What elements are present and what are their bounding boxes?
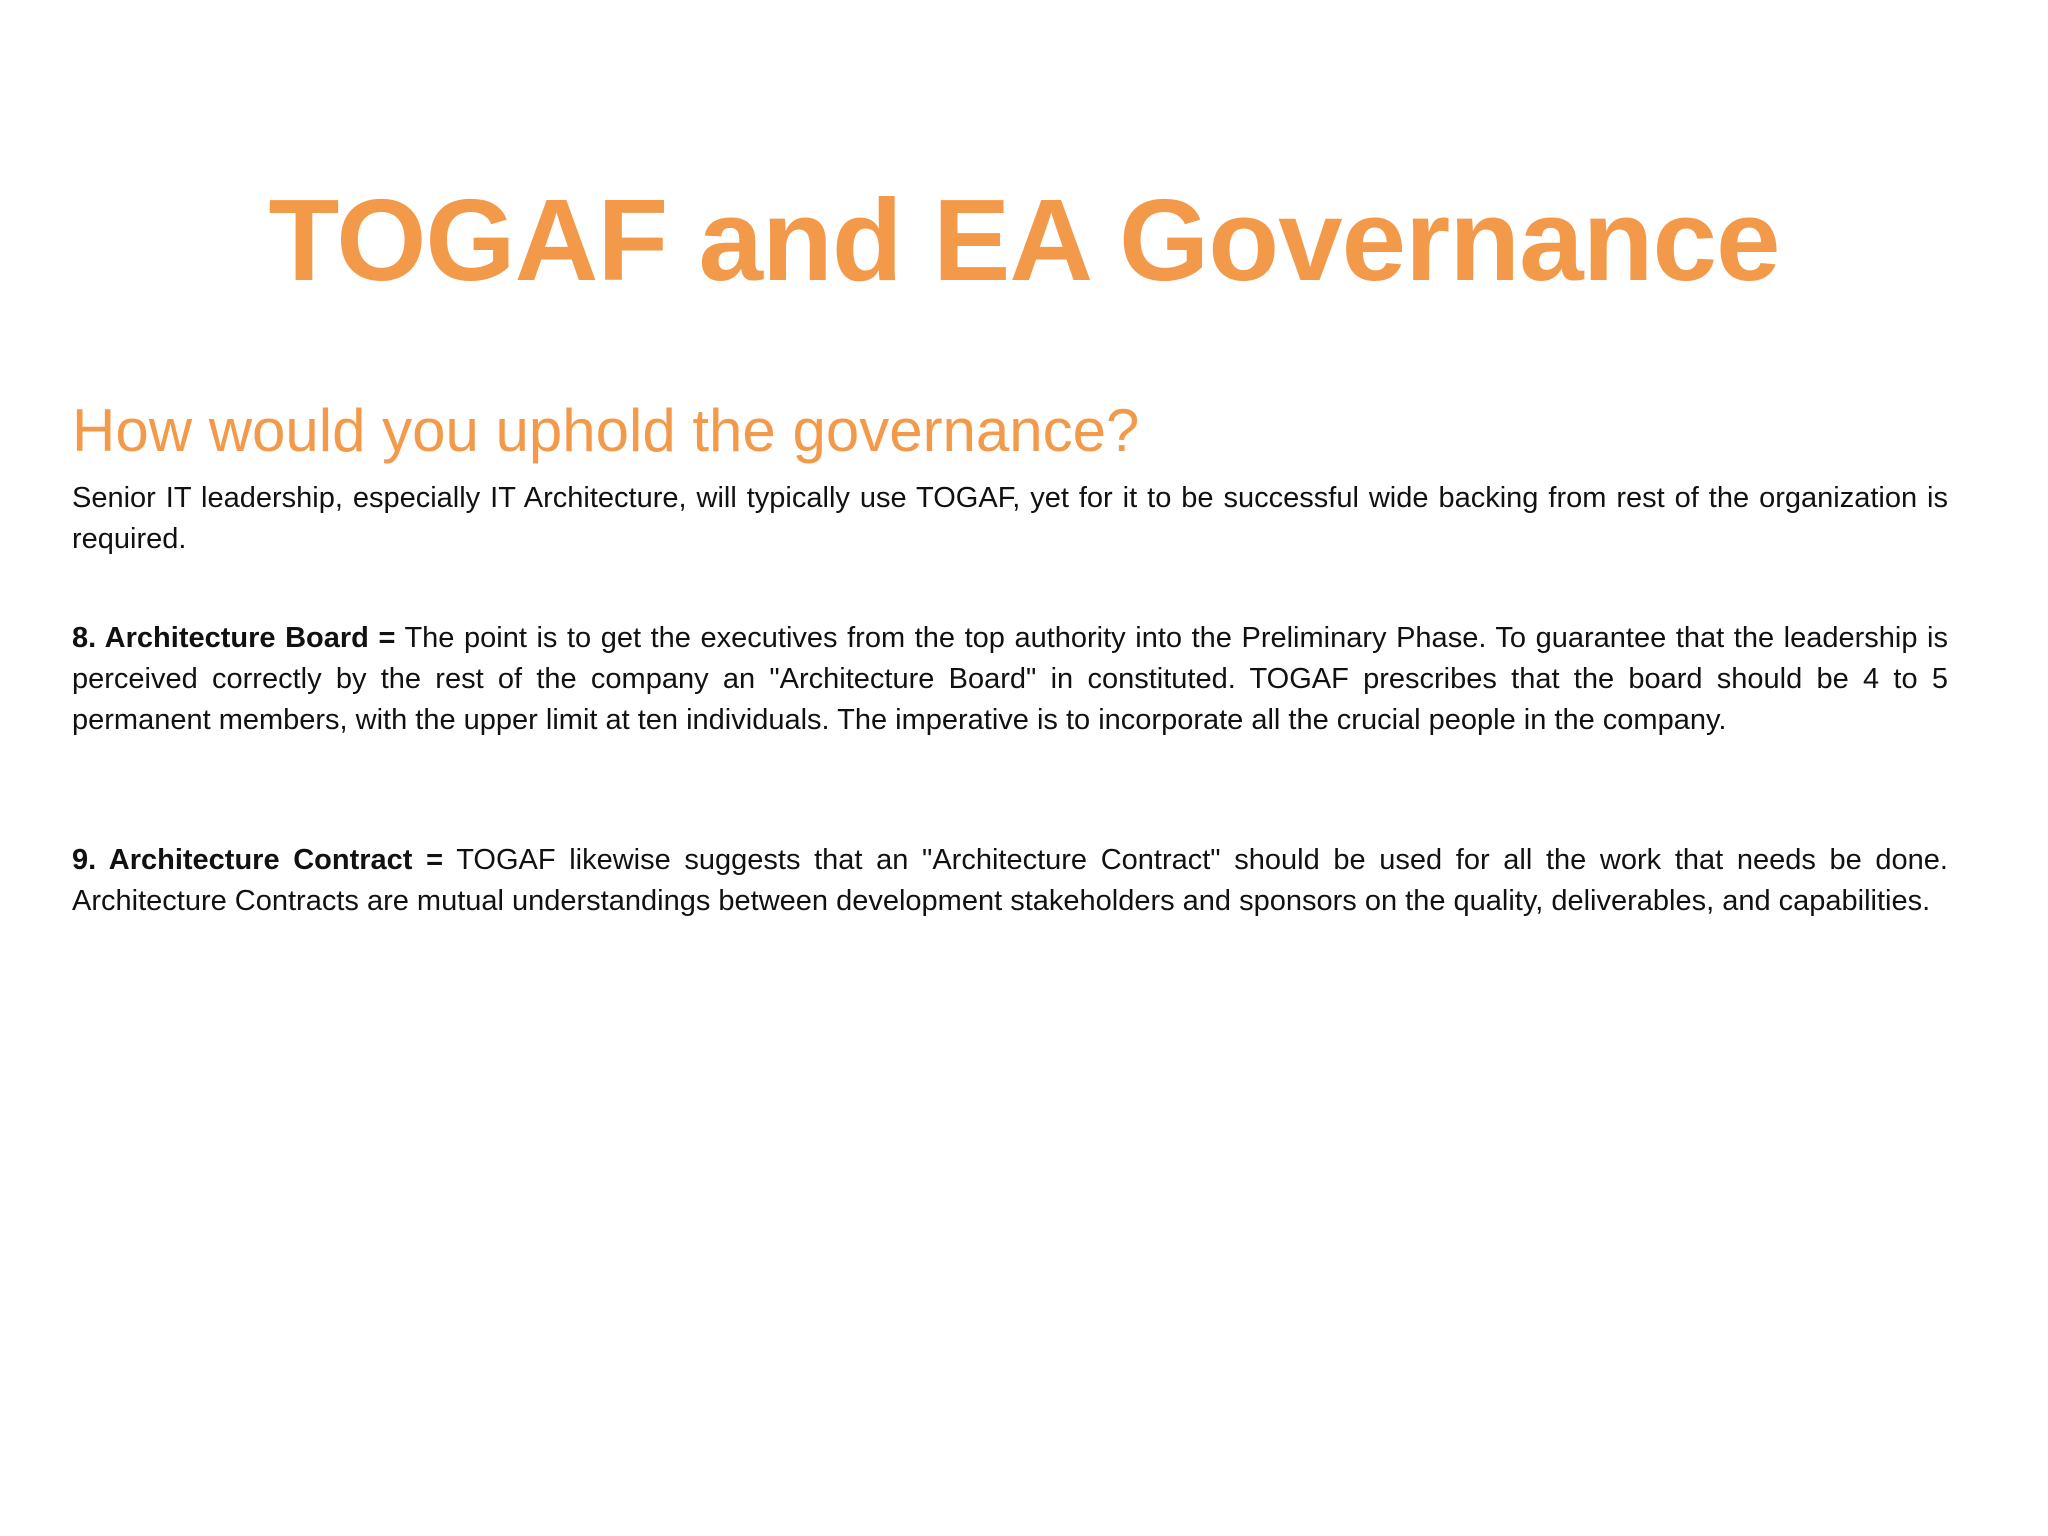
- intro-paragraph: Senior IT leadership, especially IT Architecture, will typically use TOGAF, yet for it to be successful wide backing from rest of the organization is required.: [72, 482, 1948, 555]
- architecture-board-label: 8. Architecture Board =: [72, 622, 396, 654]
- architecture-contract-text: TOGAF likewise suggests that an "Architecture Contract" should be used for all the work that needs be done. Architecture Contracts are mutual understandings between development stakeholders and sponsors on the quality, deliverables, and capabilities.: [72, 844, 1948, 917]
- slide-title: TOGAF and EA Governance: [268, 175, 1780, 305]
- architecture-board-text: The point is to get the executives from the top authority into the Preliminary Phase. To guarantee that the leadership is perceived correctly by the rest of the company an "Architecture Board" in constituted. TOGAF prescribes that the board should be 4 to 5 permanent members, with the upper limit at ten individuals. The imperative is to incorporate all the crucial people in the company.: [72, 622, 1948, 736]
- architecture-contract-label: 9. Architecture Contract =: [72, 844, 444, 876]
- architecture-board-paragraph: [72, 618, 1948, 741]
- section-heading: How would you uphold the governance?: [72, 397, 1140, 464]
- architecture-contract-paragraph: [72, 840, 1948, 922]
